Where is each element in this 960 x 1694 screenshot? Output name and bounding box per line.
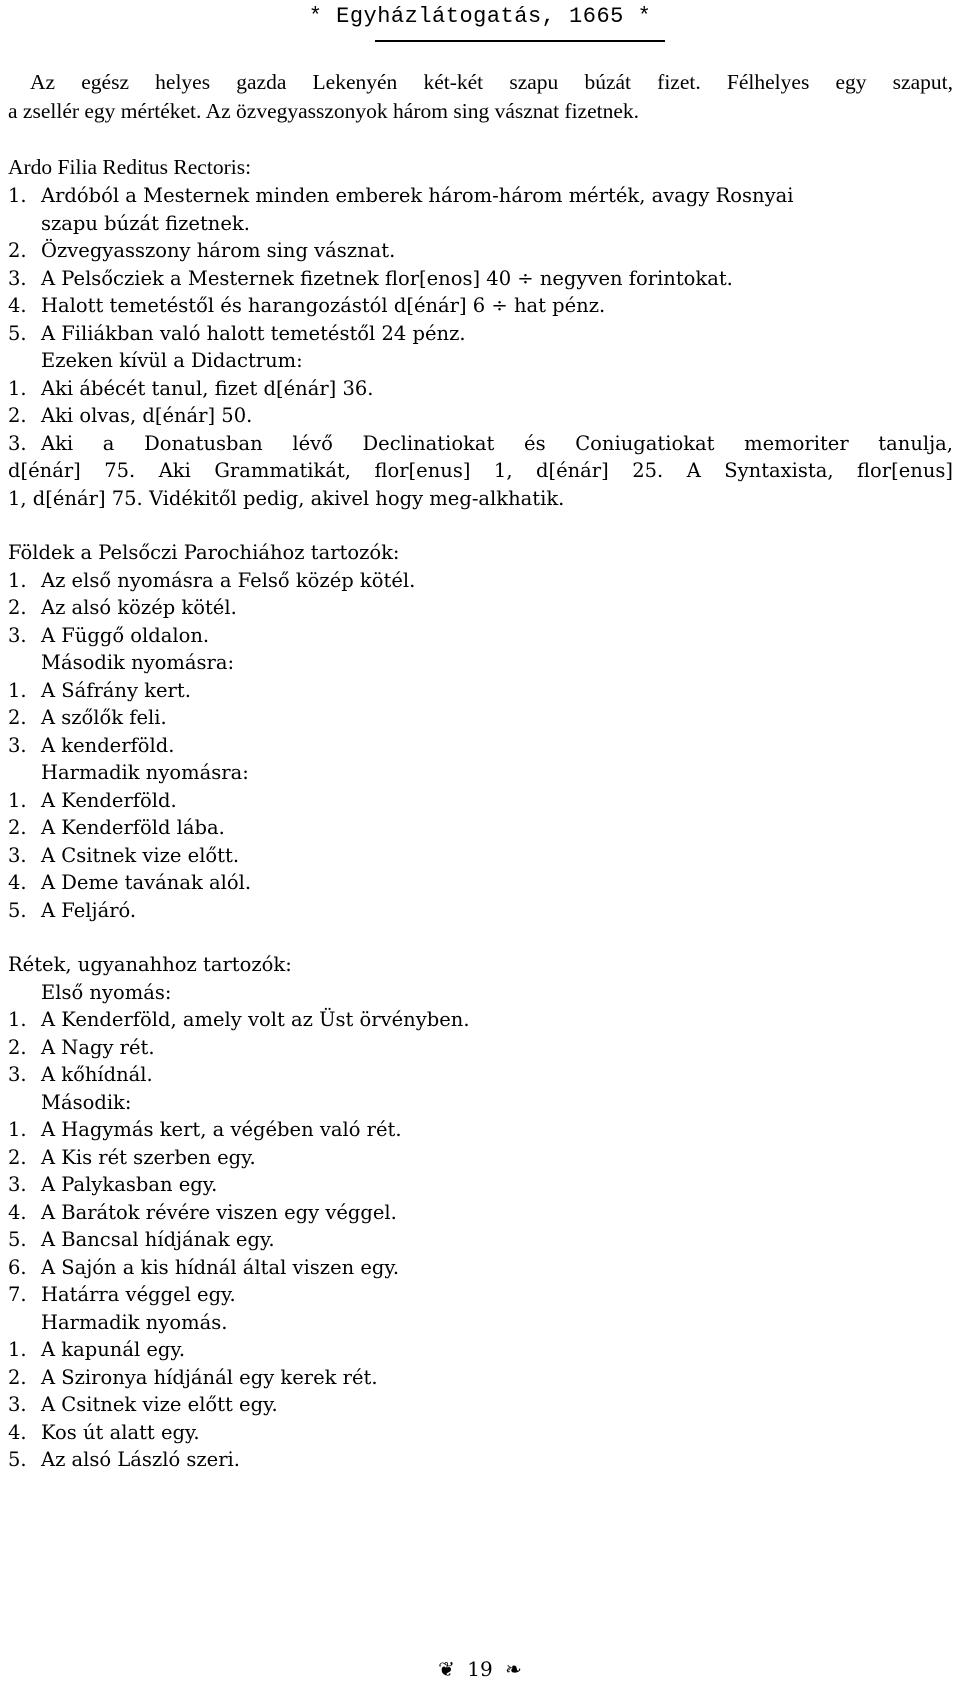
ardo-item-4	[8, 292, 953, 320]
item-number: 1.	[8, 568, 27, 592]
page-number: 19	[467, 1657, 493, 1681]
page-content	[8, 68, 953, 1474]
item-text: A Nagy rét.	[41, 1035, 155, 1059]
item-number: 1.	[8, 678, 27, 702]
item-number: 5.	[8, 898, 27, 922]
foldek-second-3	[8, 732, 953, 760]
item-text: A Sáfrány kert.	[41, 678, 191, 702]
item-text: A Palykasban egy.	[41, 1173, 218, 1196]
item-text: A Hagymás kert, a végében való rét.	[41, 1118, 402, 1141]
item-number: 2.	[8, 706, 27, 729]
item-text: A Függő oldalon.	[41, 623, 210, 647]
retek-second-4	[8, 1199, 953, 1227]
spacer	[8, 924, 953, 951]
retek-third-1	[8, 1336, 953, 1364]
retek-second-1	[8, 1116, 953, 1144]
foldek-third-2	[8, 814, 953, 842]
spacer	[8, 512, 953, 539]
item-number: 2.	[8, 1365, 27, 1389]
item-text: A Kis rét szerben egy.	[41, 1145, 256, 1169]
item-number: 3.	[8, 1063, 27, 1086]
page-footer	[0, 1657, 960, 1681]
retek-first-heading: Első nyomás:	[41, 980, 172, 1004]
item-number: 3.	[8, 1393, 27, 1416]
foldek-first-1	[8, 567, 953, 595]
item-text: A szőlők feli.	[41, 706, 167, 729]
item-number: 1.	[8, 1118, 27, 1141]
retek-second-3	[8, 1171, 953, 1199]
item-text: A Kenderföld, amely volt az Üst örvényben.	[41, 1008, 470, 1031]
item-number: 2.	[8, 596, 27, 619]
item-text: A Deme tavának alól.	[41, 871, 252, 894]
ardo-item-3	[8, 265, 953, 293]
item-number: 3.	[8, 1173, 27, 1196]
item-number: 3.	[8, 733, 27, 757]
didactrum-item-3-line-3: 1, d[énár] 75. Vidékitől pedig, akivel hogy meg-alkhatik.	[8, 486, 565, 510]
item-number: 3.	[8, 843, 27, 867]
foldek-first-2	[8, 594, 953, 622]
item-number: 4.	[8, 294, 27, 317]
item-number: 4.	[8, 1200, 27, 1224]
item-text-line-1: Aki a Donatusban lévő Declinatiokat és Coniugatiokat memoriter tanulja,	[41, 431, 953, 455]
ardo-item-5	[8, 320, 953, 348]
item-text: A Filiákban való halott temetéstől 24 pénz.	[41, 321, 466, 345]
intro-line-2: a zsellér egy mértéket. Az özvegyasszonyok három sing vásznat fizetnek.	[8, 99, 640, 123]
foldek-second-2	[8, 704, 953, 732]
item-text: A Szironya hídjánál egy kerek rét.	[41, 1365, 378, 1389]
item-text: Özvegyasszony három sing vásznat.	[41, 239, 396, 262]
retek-heading: Rétek, ugyanahhoz tartozók:	[8, 953, 292, 976]
foldek-third-5	[8, 897, 953, 925]
retek-third-2	[8, 1364, 953, 1392]
item-number: 2.	[8, 404, 27, 427]
item-text: A Pelsőcziek a Mesternek fizetnek flor[enos] 40 ÷ negyven forintokat.	[41, 266, 733, 290]
spacer	[8, 126, 953, 153]
item-number: 6.	[8, 1255, 27, 1279]
item-number: 4.	[8, 871, 27, 894]
ardo-item-1	[8, 182, 953, 210]
item-text: A kapunál egy.	[41, 1338, 186, 1361]
item-text: A kenderföld.	[41, 733, 175, 757]
item-number: 5.	[8, 1228, 27, 1251]
didactrum-item-3-line-2: d[énár] 75. Aki Grammatikát, flor[enus] 1, d[énár] 25. A Syntaxista, flor[enus]	[8, 459, 953, 482]
item-number: 3.	[8, 266, 27, 290]
foldek-third-4	[8, 869, 953, 897]
retek-second-2	[8, 1144, 953, 1172]
didactrum-heading: Ezeken kívül a Didactrum:	[41, 349, 303, 372]
item-number: 1.	[8, 788, 27, 812]
item-number: 1.	[8, 1338, 27, 1361]
item-text: A Feljáró.	[41, 898, 137, 922]
retek-second-5	[8, 1226, 953, 1254]
didactrum-item-2	[8, 402, 953, 430]
item-number: 4.	[8, 1420, 27, 1444]
foldek-second-heading: Második nyomásra:	[41, 651, 235, 674]
item-text: A Kenderföld lába.	[41, 816, 225, 839]
item-number: 2.	[8, 1145, 27, 1169]
foldek-first-3	[8, 622, 953, 650]
item-number: 2.	[8, 1035, 27, 1059]
item-text: Halott temetéstől és harangozástól d[énár] 6 ÷ hat pénz.	[41, 294, 606, 317]
item-text: Határra véggel egy.	[41, 1283, 236, 1306]
retek-second-heading: Második:	[41, 1090, 132, 1114]
item-number: 5.	[8, 321, 27, 345]
didactrum-item-3	[8, 430, 953, 458]
ardo-item-1-continued: szapu búzát fizetnek.	[41, 211, 250, 235]
item-text: A Csitnek vize előtt.	[41, 843, 240, 867]
item-text: Kos út alatt egy.	[41, 1420, 200, 1444]
retek-third-5	[8, 1446, 953, 1474]
retek-third-3	[8, 1391, 953, 1419]
item-text: A Sajón a kis hídnál által viszen egy.	[41, 1255, 400, 1279]
retek-third-4	[8, 1419, 953, 1447]
item-number: 2.	[8, 239, 27, 262]
ornament-right-icon: ❧	[505, 1657, 522, 1681]
foldek-third-1	[8, 787, 953, 815]
item-number: 3.	[8, 623, 27, 647]
intro-line-1: Az egész helyes gazda Lekenyén két-két szapu búzát fizet. Félhelyes egy szaput,	[30, 70, 953, 94]
item-text: Aki olvas, d[énár] 50.	[41, 404, 253, 427]
item-text: Az alsó László szeri.	[41, 1448, 240, 1471]
foldek-heading: Földek a Pelsőczi Parochiához tartozók:	[8, 541, 400, 564]
retek-first-1	[8, 1006, 953, 1034]
item-text: Az első nyomásra a Felső közép kötél.	[41, 568, 416, 592]
foldek-second-1	[8, 677, 953, 705]
ornament-left-icon: ❦	[438, 1657, 455, 1681]
item-number: 5.	[8, 1448, 27, 1471]
retek-second-6	[8, 1254, 953, 1282]
item-text: A Bancsal hídjának egy.	[41, 1228, 275, 1251]
item-text: A Barátok révére viszen egy véggel.	[41, 1200, 397, 1224]
item-text: A kőhídnál.	[41, 1063, 153, 1086]
item-number: 2.	[8, 816, 27, 839]
ardo-heading: Ardo Filia Reditus Rectoris:	[8, 155, 252, 179]
item-text: A Kenderföld.	[41, 788, 177, 812]
item-number: 3.	[8, 431, 27, 455]
foldek-third-heading: Harmadik nyomásra:	[41, 761, 249, 784]
header-rule	[375, 40, 665, 42]
item-number: 1.	[8, 1008, 27, 1031]
item-text: Aki ábécét tanul, fizet d[énár] 36.	[41, 376, 374, 400]
retek-first-3	[8, 1061, 953, 1089]
item-number: 7.	[8, 1283, 27, 1306]
item-number: 1.	[8, 376, 27, 400]
item-text: A Csitnek vize előtt egy.	[41, 1393, 278, 1416]
foldek-third-3	[8, 842, 953, 870]
didactrum-item-1	[8, 375, 953, 403]
retek-first-2	[8, 1034, 953, 1062]
retek-third-heading: Harmadik nyomás.	[41, 1310, 228, 1334]
ardo-item-2	[8, 237, 953, 265]
retek-second-7	[8, 1281, 953, 1309]
item-number: 1.	[8, 184, 27, 207]
item-text: Ardóból a Mesternek minden emberek három-három mérték, avagy Rosnyai	[41, 184, 794, 207]
item-text: Az alsó közép kötél.	[41, 596, 237, 619]
page-header-title: * Egyházlátogatás, 1665 *	[308, 4, 652, 29]
